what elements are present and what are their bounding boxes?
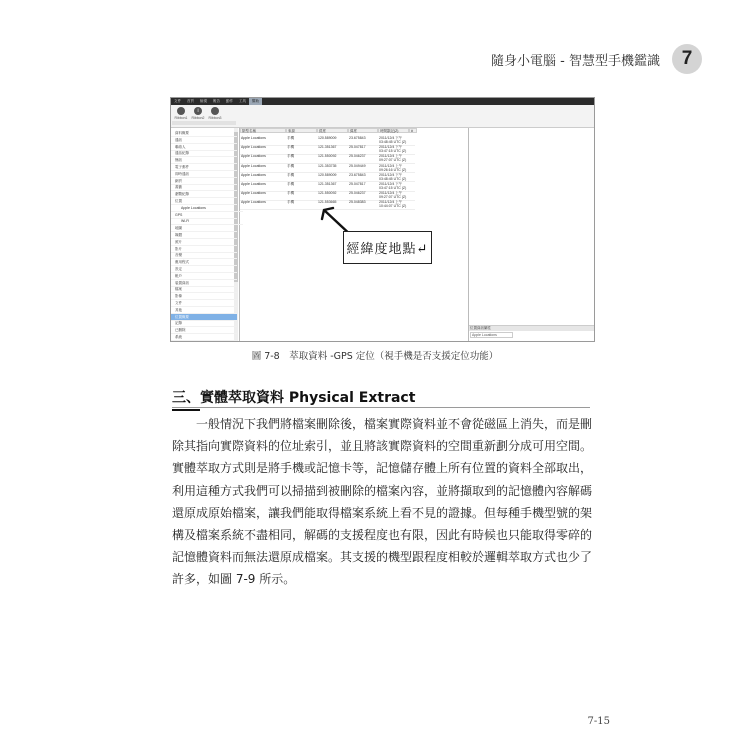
tree-node[interactable]: 音樂 (171, 252, 237, 259)
table-cell: 2011/12/4 下午 03:48:45 UTC (Z) (379, 136, 407, 144)
figure-caption: 圖 7-8 萃取資料 -GPS 定位（視手機是否支援定位功能） (251, 351, 499, 362)
tree-node[interactable]: 地圖 (171, 225, 237, 232)
tree-node[interactable]: 影片 (171, 246, 237, 253)
properties-header: 位置資訊屬性 (469, 325, 595, 331)
menu-item[interactable]: 動作 (226, 99, 233, 103)
menu-item[interactable]: 文件 (174, 99, 181, 103)
column-header[interactable]: 經度 (317, 128, 348, 133)
headset-icon (211, 107, 219, 115)
section-rule-accent (172, 409, 200, 411)
tree-node[interactable]: 電子郵件 (171, 164, 237, 171)
menu-item[interactable]: 工具 (239, 99, 246, 103)
table-cell: 手機 (287, 154, 294, 159)
tree-node[interactable]: 已刪除 (171, 327, 237, 334)
table-cell: 手機 (287, 163, 294, 168)
tree-node[interactable]: 設定 (171, 266, 237, 273)
section-heading: 三、實體萃取資料 Physical Extract (172, 390, 416, 406)
ribbon-group-label (172, 121, 204, 125)
section-rule (172, 407, 590, 408)
table-cell: Apple Locations (241, 163, 266, 168)
page-number: 7-15 (587, 716, 610, 727)
ribbon-button[interactable]: Ribbon3 (208, 107, 222, 120)
table-cell: 120.589009 (318, 172, 337, 177)
paragraph-line: 許多，如圖 7-9 所示。 (172, 572, 296, 587)
tree-node[interactable]: 位置概要 (171, 314, 237, 321)
table-cell: 手機 (287, 182, 294, 186)
paragraph-line: 還原成原始檔案，讓我們能取得檔案系統上看不見的證據。但每種手機型號的架 (172, 505, 593, 520)
app-ribbon (171, 105, 594, 128)
paragraph-line: 實體萃取方式則是將手機或記憶卡等，記憶儲存體上所有位置的資料全部取出， (172, 461, 593, 476)
table-cell: Apple Locations (241, 191, 266, 196)
table-cell: 2011/12/4 上午 09:26:16 UTC (Z) (379, 163, 407, 172)
chapter-badge: 7 (672, 44, 702, 74)
table-cell: 2011/12/4 上午 09:27:07 UTC (Z) (379, 154, 407, 163)
tree-node[interactable]: 裝置資訊 (171, 280, 237, 287)
tree-node[interactable]: 資料概要 (171, 130, 237, 137)
tree-node[interactable]: 書籤 (171, 184, 237, 191)
tree-node[interactable]: Wi-Fi (171, 218, 243, 225)
tree-node[interactable]: Apple Locations (171, 205, 243, 212)
column-header[interactable]: # (409, 128, 417, 133)
tree-node[interactable]: 通訊 (171, 137, 237, 144)
tree-node[interactable]: 檔案 (171, 286, 237, 293)
table-cell: 121.553665 (318, 200, 337, 205)
table-cell: 2011/12/4 下午 03:47:15 UTC (Z) (379, 182, 407, 190)
table-cell: 2011/12/4 下午 03:47:15 UTC (Z) (379, 145, 407, 154)
running-header (491, 42, 702, 76)
ribbon-button[interactable]: Ribbon1 (174, 107, 188, 120)
tree-node[interactable]: 聯絡人 (171, 144, 237, 151)
table-cell: 25.047817 (349, 145, 366, 150)
table-cell: 手機 (287, 172, 294, 177)
menu-item[interactable]: 檢視 (200, 99, 207, 103)
app-menubar (171, 98, 594, 105)
table-cell: 121.351367 (318, 145, 337, 150)
tree-node[interactable]: 照片 (171, 239, 237, 246)
table-cell: 121.353735 (318, 163, 337, 168)
tree-node[interactable]: 影像 (171, 293, 237, 300)
tree-node[interactable]: 網頁 (171, 178, 237, 185)
table-cell: 手機 (287, 200, 294, 205)
table-cell: Apple Locations (241, 172, 266, 177)
tree-node[interactable]: 系統 (171, 334, 237, 341)
table-cell: 手機 (287, 136, 294, 140)
table-cell: 25.048383 (349, 200, 366, 205)
table-cell: 120.589009 (318, 136, 337, 140)
properties-panel (468, 128, 595, 341)
table-cell: 25.047817 (349, 182, 366, 186)
table-cell: Apple Locations (241, 154, 266, 159)
table-cell: 25.049449 (349, 163, 366, 168)
table-cell: 121.550092 (318, 191, 337, 196)
ribbon-button[interactable]: i Ribbon2 (191, 108, 205, 120)
table-cell: 25.046237 (349, 154, 366, 159)
circle-icon (177, 107, 185, 115)
table-cell: 2011/12/4 上午 10:44:07 UTC (Z) (379, 200, 407, 209)
column-header[interactable]: 類型名稱 (240, 128, 286, 133)
table-cell: 25.046237 (349, 191, 366, 196)
table-cell: 121.550092 (318, 154, 337, 159)
figure-screenshot (170, 97, 595, 342)
body-paragraph (172, 413, 593, 591)
properties-value: Apple Locations (470, 332, 513, 338)
info-icon: i (194, 107, 202, 115)
tree-node[interactable]: 通話紀錄 (171, 150, 237, 157)
ribbon-group-label (204, 121, 236, 125)
column-header[interactable]: 緯度 (348, 128, 378, 133)
tree-node[interactable]: 記錄 (171, 320, 237, 327)
menu-item[interactable]: 幫助 (249, 98, 262, 105)
tree-node[interactable]: 位置 (171, 198, 237, 205)
tree-node[interactable]: 簡訊 (171, 157, 237, 164)
callout-box: 經緯度地點↵ (343, 231, 432, 264)
tree-node[interactable]: 媒體 (171, 232, 237, 239)
table-cell: 手機 (287, 191, 294, 196)
menu-item[interactable]: 報告 (213, 99, 220, 103)
tree-node[interactable]: 應用程式 (171, 259, 237, 266)
table-cell: 121.351367 (318, 182, 337, 186)
paragraph-line: 記憶體資料而無法還原成檔案。其支援的機型跟程度相較於邏輯萃取方式也少了 (172, 550, 593, 565)
tree-node[interactable]: GPS (171, 212, 237, 219)
paragraph-line: 除其指向實際資料的位址索引，並且將該實際資料的空間重新劃分成可用空間。 (172, 439, 593, 454)
tree-node[interactable]: 文件 (171, 300, 237, 307)
book-title: 隨身小電腦 - 智慧型手機鑑識 (491, 53, 660, 69)
menu-item[interactable]: 首頁 (187, 99, 194, 103)
tree-node[interactable]: 其他 (171, 307, 237, 314)
table-cell: 2011/12/4 下午 03:48:45 UTC (Z) (379, 172, 407, 181)
table-cell: Apple Locations (241, 145, 266, 150)
table-cell: 2011/12/4 上午 09:27:07 UTC (Z) (379, 191, 407, 200)
table-cell: Apple Locations (241, 200, 266, 205)
tree-node[interactable]: 即時通訊 (171, 171, 237, 178)
column-header[interactable]: 時間戳記(Z) (378, 128, 409, 133)
column-header[interactable]: 來源 (286, 128, 317, 133)
paragraph-line: 一般情況下我們將檔案刪除後，檔案實際資料並不會從磁區上消失，而是刪 (172, 417, 593, 431)
tree-node[interactable]: 帳戶 (171, 273, 237, 280)
table-cell: Apple Locations (241, 182, 266, 186)
table-cell: Apple Locations (241, 136, 266, 140)
paragraph-line: 利用這種方式我們可以掃描到被刪除的檔案內容，並將擷取到的記憶體內容解碼 (172, 483, 593, 498)
table-cell: 23.675843 (349, 172, 366, 177)
navigation-tree (171, 128, 240, 341)
tree-node[interactable]: 瀏覽紀錄 (171, 191, 237, 198)
table-cell: 23.675843 (349, 136, 366, 140)
paragraph-line: 構及檔案系統不盡相同，解碼的支援程度也有限，因此有時候也只能取得零碎的 (172, 527, 593, 542)
table-cell: 手機 (287, 145, 294, 150)
